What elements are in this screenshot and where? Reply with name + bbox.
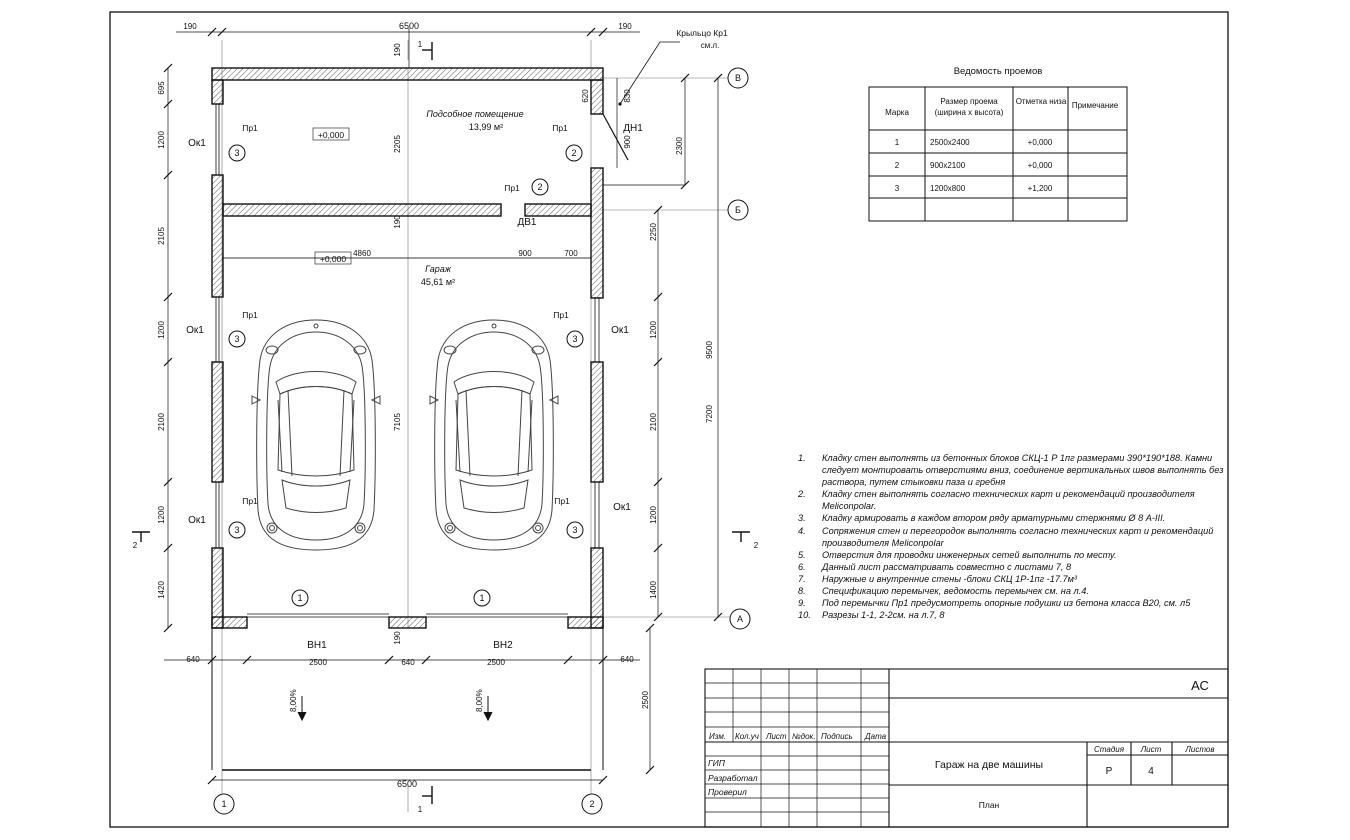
tb-stage-label: Стадия bbox=[1094, 745, 1124, 754]
lintel-label: Пр1 bbox=[242, 496, 258, 506]
mark-window: 3 bbox=[234, 525, 240, 535]
dim: 1200 bbox=[157, 506, 166, 524]
dim: 1200 bbox=[157, 321, 166, 339]
mark-window: 3 bbox=[572, 334, 578, 344]
table-cell: 2 bbox=[894, 161, 900, 170]
porch-label: Крыльцо Кр1 bbox=[676, 28, 728, 38]
window-label: Ок1 bbox=[611, 325, 629, 336]
walls bbox=[212, 68, 603, 628]
mark-window: 3 bbox=[234, 334, 240, 344]
note-text: Разрезы 1-1, 2-2см. на л.7, 8 bbox=[822, 610, 945, 621]
tb-sheet: 4 bbox=[1148, 766, 1154, 777]
section-number: 2 bbox=[753, 541, 759, 550]
mark-gate: 1 bbox=[297, 593, 303, 603]
dim: 6500 bbox=[396, 779, 418, 789]
note-text: Данный лист рассматривать совместно с листами 7, 8 bbox=[822, 561, 1072, 572]
section-number: 1 bbox=[417, 805, 423, 814]
porch-ref: см.л. bbox=[700, 41, 720, 50]
plan-text bbox=[133, 21, 759, 814]
utility-room-name: Подсобное помещение bbox=[426, 109, 524, 119]
dim: 2300 bbox=[675, 137, 684, 155]
note-number: 4. bbox=[798, 525, 806, 536]
axis-label-v: В bbox=[734, 73, 742, 83]
lintel-label: Пр1 bbox=[242, 123, 258, 133]
dim: 1420 bbox=[157, 581, 166, 599]
table-header: Размер проема (ширина х высота) bbox=[934, 97, 1004, 117]
lintel-label: Пр1 bbox=[553, 310, 569, 320]
mark-window: 3 bbox=[234, 148, 240, 158]
note-item bbox=[798, 573, 1238, 585]
note-number: 10. bbox=[798, 610, 811, 621]
table-cell: 900х2100 bbox=[930, 161, 966, 170]
tb-code: АС bbox=[1191, 678, 1209, 693]
mark-window: 3 bbox=[572, 525, 578, 535]
table-title: Ведомость проемов bbox=[953, 66, 1043, 77]
tb-sheets-label: Листов bbox=[1185, 745, 1215, 754]
garage-room-name: Гараж bbox=[425, 264, 451, 274]
dim: 1200 bbox=[649, 506, 658, 524]
sheet-border bbox=[110, 12, 1228, 827]
openings-table bbox=[869, 66, 1127, 221]
axis-label-1: 1 bbox=[221, 799, 227, 809]
tb-col-header: Подпись bbox=[821, 732, 853, 741]
dim: 640 bbox=[401, 658, 415, 667]
slope-label: 8,00% bbox=[475, 689, 484, 712]
note-number: 1. bbox=[798, 453, 806, 463]
tb-sheet-name: План bbox=[978, 800, 1000, 810]
note-text: Кладку армировать в каждом втором ряду арматурными стержнями Ø 8 А-III. bbox=[822, 513, 1166, 524]
note-item bbox=[798, 609, 1238, 621]
note-number: 6. bbox=[798, 561, 806, 572]
note-number: 3. bbox=[798, 513, 806, 524]
dim: 900 bbox=[518, 249, 532, 258]
note-item bbox=[798, 488, 1238, 512]
dim: 190 bbox=[393, 631, 402, 645]
table-cell: +0,000 bbox=[1027, 138, 1053, 147]
note-item bbox=[798, 561, 1238, 573]
tb-col-header: Изм. bbox=[709, 732, 727, 741]
gate2-label: ВН2 bbox=[493, 640, 513, 651]
dim: 6500 bbox=[398, 21, 420, 31]
window-label: Ок1 bbox=[186, 325, 204, 336]
table-cell: +0,000 bbox=[1027, 161, 1053, 170]
table-header: Примечание bbox=[1071, 101, 1119, 110]
utility-room-area: 13,99 м² bbox=[468, 122, 504, 132]
dim: 640 bbox=[186, 655, 200, 664]
slope-arrows bbox=[298, 696, 492, 720]
note-text: Спецификацию перемычек, ведомость перемычек см. на л.4. bbox=[822, 586, 1089, 597]
dim: 2100 bbox=[157, 413, 166, 431]
note-item bbox=[798, 597, 1238, 609]
dim: 640 bbox=[620, 655, 634, 664]
lintel-label: Пр1 bbox=[504, 183, 520, 193]
dim: 2100 bbox=[649, 413, 658, 431]
tb-col-header: Кол.уч bbox=[735, 732, 759, 741]
note-number: 7. bbox=[798, 573, 806, 584]
axis-label-a: А bbox=[736, 614, 744, 624]
dim: 7200 bbox=[705, 405, 714, 423]
title-block bbox=[705, 669, 1228, 827]
dim: 1400 bbox=[649, 581, 658, 599]
dimension-lines bbox=[164, 28, 718, 780]
tb-col-header: №док. bbox=[792, 732, 816, 741]
level-garage: +0,000 bbox=[319, 254, 347, 264]
table-cell: +1,200 bbox=[1027, 184, 1053, 193]
section-number: 1 bbox=[417, 40, 423, 49]
mark-door: 2 bbox=[571, 148, 577, 158]
dimension-ticks bbox=[164, 28, 722, 784]
table-cell: 3 bbox=[894, 184, 900, 193]
dim: 1200 bbox=[649, 321, 658, 339]
note-number: 5. bbox=[798, 549, 806, 560]
tb-col-header: Дата bbox=[865, 732, 887, 741]
axis-label-2: 2 bbox=[589, 799, 595, 809]
door-inner-label: ДВ1 bbox=[517, 217, 537, 228]
dim: 2500 bbox=[641, 691, 650, 709]
tb-stage: Р bbox=[1105, 766, 1113, 777]
dim: 7105 bbox=[393, 413, 402, 431]
lintel-label: Пр1 bbox=[554, 496, 570, 506]
tb-role: ГИП bbox=[708, 758, 725, 768]
table-header: Марка bbox=[885, 108, 909, 117]
dim: 2250 bbox=[649, 223, 658, 241]
table-header: Отметка низа bbox=[1015, 97, 1067, 106]
gate1-label: ВН1 bbox=[307, 640, 327, 651]
note-text: Кладку стен выполнять из бетонных блоков СКЦ-1 Р 1пг размерами 390*190*188. Камни следует монтировать отверстиями вниз, соединение вертикальных швов выполнять без раствора, путем стыковки паза и гребня bbox=[822, 453, 1224, 488]
note-text: Кладку стен выполнять согласно технических карт и рекомендаций производителя Meliconpolar. bbox=[822, 489, 1195, 512]
table-cell: 1200х800 bbox=[930, 184, 966, 193]
note-text: Под перемычки Пр1 предусмотреть опорные подушки из бетона класса В20, см. л5 bbox=[822, 598, 1191, 609]
mark-door: 2 bbox=[537, 182, 543, 192]
dim: 1200 bbox=[157, 131, 166, 149]
dim: 695 bbox=[157, 81, 166, 95]
dim: 190 bbox=[183, 22, 197, 31]
note-number: 8. bbox=[798, 586, 806, 597]
garage-room-area: 45,61 м² bbox=[420, 277, 456, 287]
note-text: Сопряжения стен и перегородок выполнять согласно технических карт и рекомендаций производителя Meliconpolar bbox=[822, 525, 1214, 548]
note-item bbox=[798, 525, 1238, 549]
slope-label: 8,00% bbox=[289, 689, 298, 712]
mark-gate: 1 bbox=[479, 593, 485, 603]
general-notes bbox=[798, 452, 1238, 621]
level-utility: +0,000 bbox=[317, 130, 345, 140]
axis-label-b: Б bbox=[735, 205, 741, 215]
tb-project: Гараж на две машины bbox=[934, 759, 1044, 771]
dim: 620 bbox=[581, 89, 590, 103]
note-item bbox=[798, 512, 1238, 524]
dim: 9500 bbox=[705, 341, 714, 359]
table-cell: 1 bbox=[894, 138, 900, 147]
lintel-label: Пр1 bbox=[242, 310, 258, 320]
door-outer-label: ДН1 bbox=[623, 123, 643, 134]
tb-sheet-label: Лист bbox=[1140, 745, 1162, 754]
window-label: Ок1 bbox=[613, 502, 631, 513]
window-label: Ок1 bbox=[188, 138, 206, 149]
note-number: 9. bbox=[798, 598, 806, 609]
lintel-label: Пр1 bbox=[552, 123, 568, 133]
note-item bbox=[798, 585, 1238, 597]
dim: 830 bbox=[623, 89, 632, 103]
apron bbox=[212, 628, 603, 770]
tb-role: Проверил bbox=[708, 787, 747, 797]
car-left bbox=[252, 320, 380, 550]
tb-col-header: Лист bbox=[766, 732, 787, 741]
table-cell: 2500х2400 bbox=[930, 138, 970, 147]
dim: 2500 bbox=[487, 658, 505, 667]
tb-role: Разработал bbox=[708, 773, 758, 783]
note-item bbox=[798, 452, 1238, 488]
window-label: Ок1 bbox=[188, 515, 206, 526]
dim: 2105 bbox=[157, 227, 166, 245]
dim: 2205 bbox=[393, 135, 402, 153]
car-right bbox=[430, 320, 558, 550]
note-text: Наружные и внутренние стены -блоки СКЦ 1Р-1пг -17.7м³ bbox=[822, 573, 1077, 584]
dim: 190 bbox=[618, 22, 632, 31]
note-number: 2. bbox=[798, 489, 806, 500]
dim: 190 bbox=[393, 215, 402, 229]
dim: 2500 bbox=[309, 658, 327, 667]
section-number: 2 bbox=[132, 541, 138, 550]
note-item bbox=[798, 549, 1238, 561]
dim: 4860 bbox=[353, 249, 371, 258]
dim: 190 bbox=[393, 43, 402, 57]
note-text: Отверстия для проводки инженерных сетей выполнить по месту. bbox=[822, 549, 1117, 560]
dim: 700 bbox=[564, 249, 578, 258]
dim: 900 bbox=[623, 135, 632, 149]
